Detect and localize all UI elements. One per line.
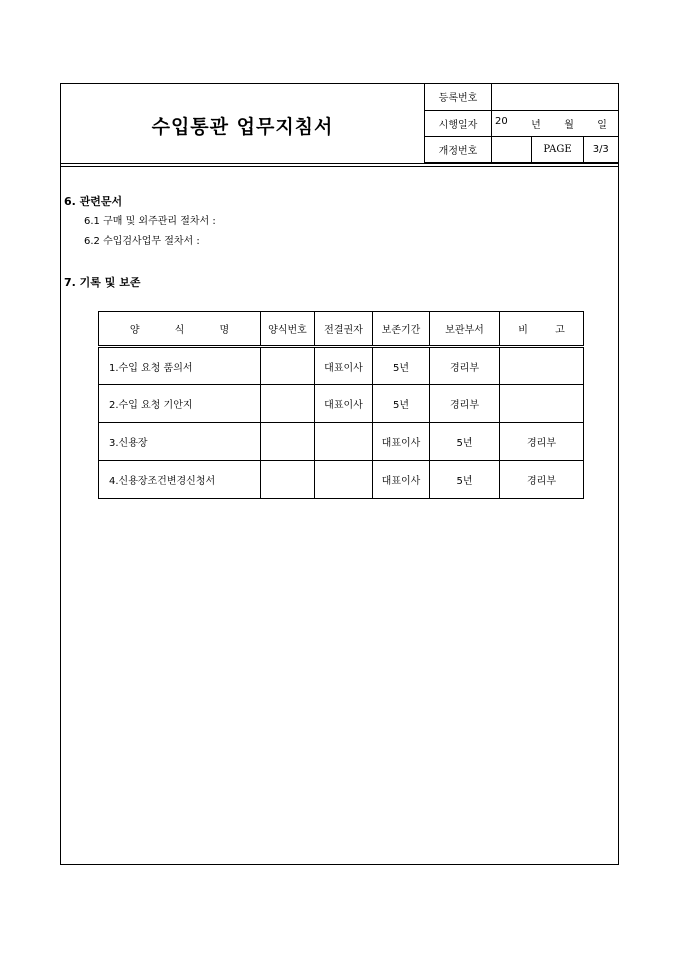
- cell-approver: 대표이사: [315, 347, 373, 385]
- column-header-form-number: 양식번호: [261, 312, 315, 347]
- table-header-row: [99, 312, 584, 347]
- cell-retention-period: 대표이사: [373, 423, 430, 461]
- effective-date-day-unit: 일: [597, 119, 607, 131]
- cell-remarks: 경리부: [500, 461, 584, 499]
- cell-retention-period: 5년: [373, 347, 430, 385]
- registration-number-value: [492, 84, 618, 110]
- cell-form-name: 3.신용장: [99, 423, 261, 461]
- cell-remarks: [500, 347, 584, 385]
- cell-custodian-dept: 경리부: [430, 385, 500, 423]
- cell-remarks: [500, 385, 584, 423]
- revision-number-label: 개정번호: [425, 136, 492, 162]
- effective-date-value: [492, 110, 618, 136]
- cell-form-number: [261, 347, 315, 385]
- document-page: [60, 83, 619, 865]
- meta-row-registration: [425, 84, 618, 110]
- header-divider-double: [61, 166, 618, 167]
- cell-approver: [315, 423, 373, 461]
- cell-approver: [315, 461, 373, 499]
- table-row: [99, 423, 584, 461]
- header-divider: [61, 163, 618, 164]
- cell-form-number: [261, 385, 315, 423]
- effective-date-year-prefix: 20: [495, 115, 508, 127]
- column-header-approver: 전결권자: [315, 312, 373, 347]
- section-6-heading: 6. 관련문서: [64, 195, 123, 208]
- related-doc-item: 6.1 구매 및 외주관리 절차서 :: [84, 216, 216, 227]
- page-label: PAGE: [532, 136, 584, 162]
- document-title: 수입통관 업무지침서: [151, 115, 334, 138]
- table-row: [99, 461, 584, 499]
- cell-form-name: 2.수입 요청 기안지: [99, 385, 261, 423]
- cell-form-name: 1.수입 요청 품의서: [99, 347, 261, 385]
- effective-date-year-unit: 년: [531, 119, 541, 131]
- revision-number-value: [492, 136, 532, 162]
- cell-approver: 대표이사: [315, 385, 373, 423]
- page-number: 3/3: [584, 136, 618, 162]
- column-header-retention-period: 보존기간: [373, 312, 430, 347]
- cell-form-name: 4.신용장조건변경신청서: [99, 461, 261, 499]
- cell-retention-period: 대표이사: [373, 461, 430, 499]
- cell-form-number: [261, 423, 315, 461]
- section-7-heading: 7. 기록 및 보존: [64, 276, 141, 289]
- effective-date-label: 시행일자: [425, 110, 492, 136]
- related-doc-item: 6.2 수입검사업무 절차서 :: [84, 236, 200, 247]
- effective-date-month-unit: 월: [564, 119, 574, 131]
- table-row: [99, 347, 584, 385]
- table-row: [99, 385, 584, 423]
- cell-custodian-dept: 5년: [430, 423, 500, 461]
- cell-custodian-dept: 5년: [430, 461, 500, 499]
- document-meta-table: [424, 84, 618, 163]
- meta-row-effective-date: [425, 110, 618, 136]
- cell-retention-period: 5년: [373, 385, 430, 423]
- records-retention-table: [98, 311, 584, 499]
- column-header-custodian-dept: 보관부서: [430, 312, 500, 347]
- registration-number-label: 등록번호: [425, 84, 492, 110]
- cell-custodian-dept: 경리부: [430, 347, 500, 385]
- document-header: [61, 84, 618, 166]
- cell-remarks: 경리부: [500, 423, 584, 461]
- meta-row-revision: [425, 136, 618, 162]
- column-header-remarks: 비 고: [500, 312, 584, 347]
- column-header-form-name: 양 식 명: [99, 312, 261, 347]
- cell-form-number: [261, 461, 315, 499]
